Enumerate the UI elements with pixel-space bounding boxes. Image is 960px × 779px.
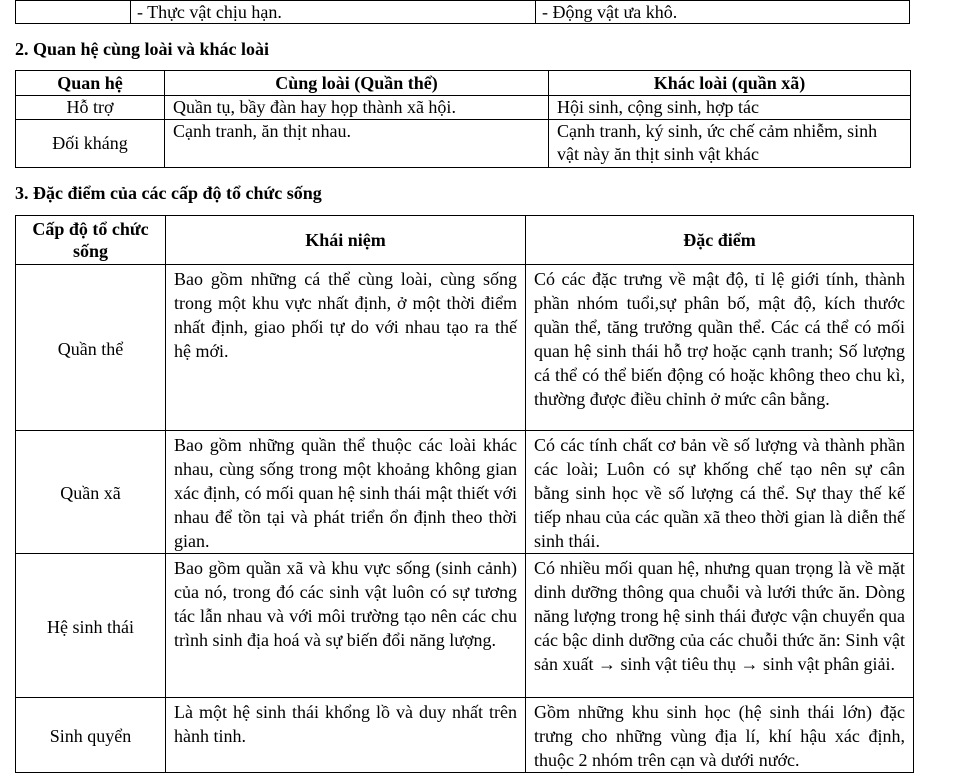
concept-cell: Bao gồm những cá thể cùng loài, cùng sống trong một khu vực nhất định, ở một thời điểm nhất định, giao phối tự do với nhau tạo ra thế hệ mới. [166,265,526,431]
concept-cell: Bao gồm những quần thể thuộc các loài khác nhau, cùng sống trong một khoảng không gian xác định, có mối quan hệ sinh thái mật thiết với nhau để tồn tại và phát triển ổn định theo thời gian. [166,431,526,554]
column-header: Cấp độ tổ chức sống [16,216,166,265]
same-species-cell: Quần tụ, bầy đàn hay họp thành xã hội. [165,96,549,120]
features-cell: Có nhiều mối quan hệ, nhưng quan trọng là về mặt dinh dưỡng thông qua chuỗi và lưới thức ăn. Dòng năng lượng trong hệ sinh thái được vận chuyển qua các bậc dinh dưỡng của các chuỗi thức ăn: Sinh vật sản xuất → sinh vật tiêu thụ → sinh vật phân giải. [526,554,914,698]
level-cell: Hệ sinh thái [16,554,166,698]
table-row [16,120,911,168]
same-species-cell: Cạnh tranh, ăn thịt nhau. [165,120,549,168]
level-cell: Sinh quyển [16,698,166,773]
relation-cell: Hỗ trợ [16,96,165,120]
section-2-heading: 2. Quan hệ cùng loài và khác loài [15,39,270,59]
table-row [16,1,910,24]
table-cell: - Thực vật chịu hạn. [131,1,536,24]
other-species-cell: Hội sinh, cộng sinh, hợp tác [549,96,911,120]
table-header-row [16,71,911,96]
table-row [16,431,914,554]
concept-cell: Bao gồm quần xã và khu vực sống (sinh cảnh) của nó, trong đó các sinh vật luôn có sự tương tác lẫn nhau và với môi trường tạo nên các chu trình sinh địa hoá và sự biến đổi năng lượng. [166,554,526,698]
level-cell: Quần thể [16,265,166,431]
table-row [16,554,914,698]
table-row [16,96,911,120]
table-cell: - Động vật ưa khô. [536,1,910,24]
features-cell: Có các đặc trưng về mật độ, tỉ lệ giới tính, thành phần nhóm tuổi,sự phân bố, mật độ, kích thước quần thể, tăng trưởng quần thể. Các cá thể có mối quan hệ sinh thái hỗ trợ hoặc cạnh tranh; Số lượng cá thể có thể biến động có hoặc không theo chu kì, thường được điều chỉnh ở mức cân bằng. [526,265,914,431]
column-header: Khác loài (quần xã) [549,71,911,96]
level-cell: Quần xã [16,431,166,554]
section-3-heading: 3. Đặc điểm của các cấp độ tổ chức sống [15,183,322,203]
concept-cell: Là một hệ sinh thái khổng lồ và duy nhất trên hành tinh. [166,698,526,773]
column-header: Khái niệm [166,216,526,265]
relation-cell: Đối kháng [16,120,165,168]
previous-table-fragment [15,0,910,24]
table-header-row [16,216,914,265]
organization-levels-table [15,215,914,773]
other-species-cell: Cạnh tranh, ký sinh, ức chế cảm nhiễm, sinh vật này ăn thịt sinh vật khác [549,120,911,168]
relationship-table [15,70,911,168]
features-cell: Gồm những khu sinh học (hệ sinh thái lớn) đặc trưng cho những vùng địa lí, khí hậu xác định, thuộc 2 nhóm trên cạn và dưới nước. [526,698,914,773]
column-header: Cùng loài (Quần thể) [165,71,549,96]
table-cell [16,1,131,24]
column-header: Quan hệ [16,71,165,96]
features-cell: Có các tính chất cơ bản về số lượng và thành phần các loài; Luôn có sự khống chế tạo nên sự cân bằng sinh học về số lượng cá thể. Sự thay thế kế tiếp nhau của các quần xã theo thời gian là diễn thế sinh thái. [526,431,914,554]
table-row [16,265,914,431]
table-row [16,698,914,773]
column-header: Đặc điểm [526,216,914,265]
